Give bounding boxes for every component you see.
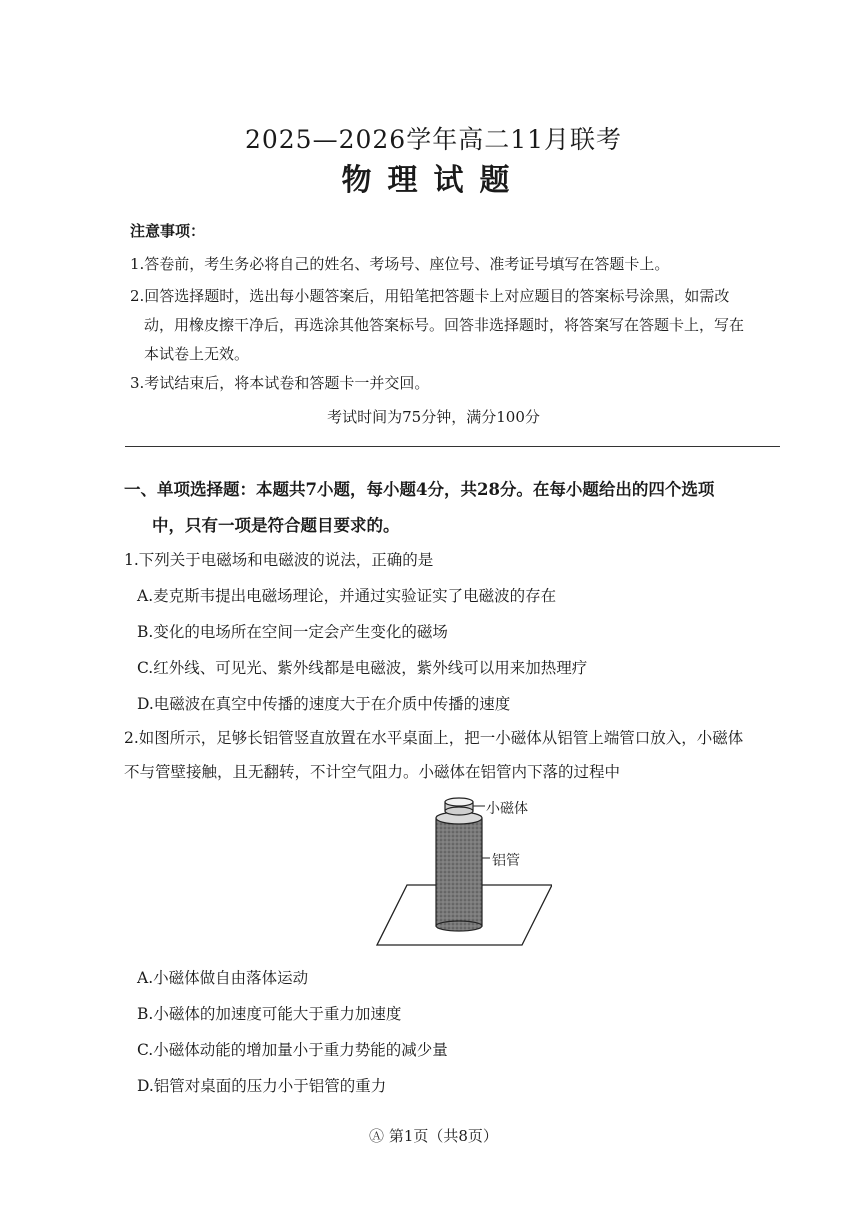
section-heading-line2: 中，只有一项是符合题目要求的。 — [152, 516, 400, 535]
exam-time-info: 考试时间为75分钟，满分100分 — [327, 408, 540, 426]
subject-title: 物理试题 — [341, 163, 526, 198]
question-1-option-b: B.变化的电场所在空间一定会产生变化的磁场 — [137, 623, 448, 641]
question-2-stem-line2: 不与管壁接触，且无翻转，不计空气阻力。小磁体在铝管内下落的过程中 — [124, 763, 621, 781]
notice-item-2-cont: 动，用橡皮擦干净后，再选涂其他答案标号。回答非选择题时，将答案写在答题卡上，写在 — [144, 316, 745, 334]
magnet-label: 小磁体 — [486, 801, 528, 817]
section-heading — [124, 472, 784, 544]
question-2-stem-line1: 2.如图所示，足够长铝管竖直放置在水平桌面上，把一小磁体从铝管上端管口放入，小磁体 — [124, 729, 744, 747]
question-2-option-d: D.铝管对桌面的压力小于铝管的重力 — [137, 1077, 387, 1095]
question-1-option-a: A.麦克斯韦提出电磁场理论，并通过实验证实了电磁波的存在 — [137, 587, 557, 605]
divider — [125, 446, 780, 447]
question-1-option-c: C.红外线、可见光、紫外线都是电磁波，紫外线可以用来加热理疗 — [137, 659, 588, 677]
figure-drawing — [372, 795, 552, 955]
question-2-option-c: C.小磁体动能的增加量小于重力势能的减少量 — [137, 1041, 448, 1059]
tube-label: 铝管 — [492, 853, 520, 869]
page-number: 第1页（共8页） — [388, 1127, 498, 1145]
magnet-bottom — [445, 807, 473, 815]
notice-item-2-cont2: 本试卷上无效。 — [144, 345, 250, 363]
notice-item-1: 1.答卷前，考生务必将自己的姓名、考场号、座位号、准考证号填写在答题卡上。 — [130, 255, 670, 273]
question-1-option-d: D.电磁波在真空中传播的速度大于在介质中传播的速度 — [137, 695, 511, 713]
notice-item-3: 3.考试结束后，将本试卷和答题卡一并交回。 — [130, 374, 430, 392]
question-1-stem: 1.下列关于电磁场和电磁波的说法，正确的是 — [124, 551, 434, 569]
exam-title: 2025—2026学年高二11月联考 — [244, 125, 623, 154]
notice-item-2: 2.回答选择题时，选出每小题答案后，用铅笔把答题卡上对应题目的答案标号涂黑，如需改 — [130, 287, 730, 305]
question-2-option-a: A.小磁体做自由落体运动 — [137, 969, 309, 987]
version-mark: Ⓐ — [369, 1127, 385, 1145]
notice-heading: 注意事项： — [130, 222, 206, 240]
tube-bottom — [436, 921, 482, 931]
aluminum-tube-figure — [372, 795, 552, 955]
question-2-option-b: B.小磁体的加速度可能大于重力加速度 — [137, 1005, 402, 1023]
magnet-top — [445, 798, 473, 806]
page-footer — [0, 1125, 867, 1146]
tube-body — [436, 818, 482, 926]
section-heading-line1: 一、单项选择题：本题共7小题，每小题4分，共28分。在每小题给出的四个选项 — [124, 480, 715, 499]
